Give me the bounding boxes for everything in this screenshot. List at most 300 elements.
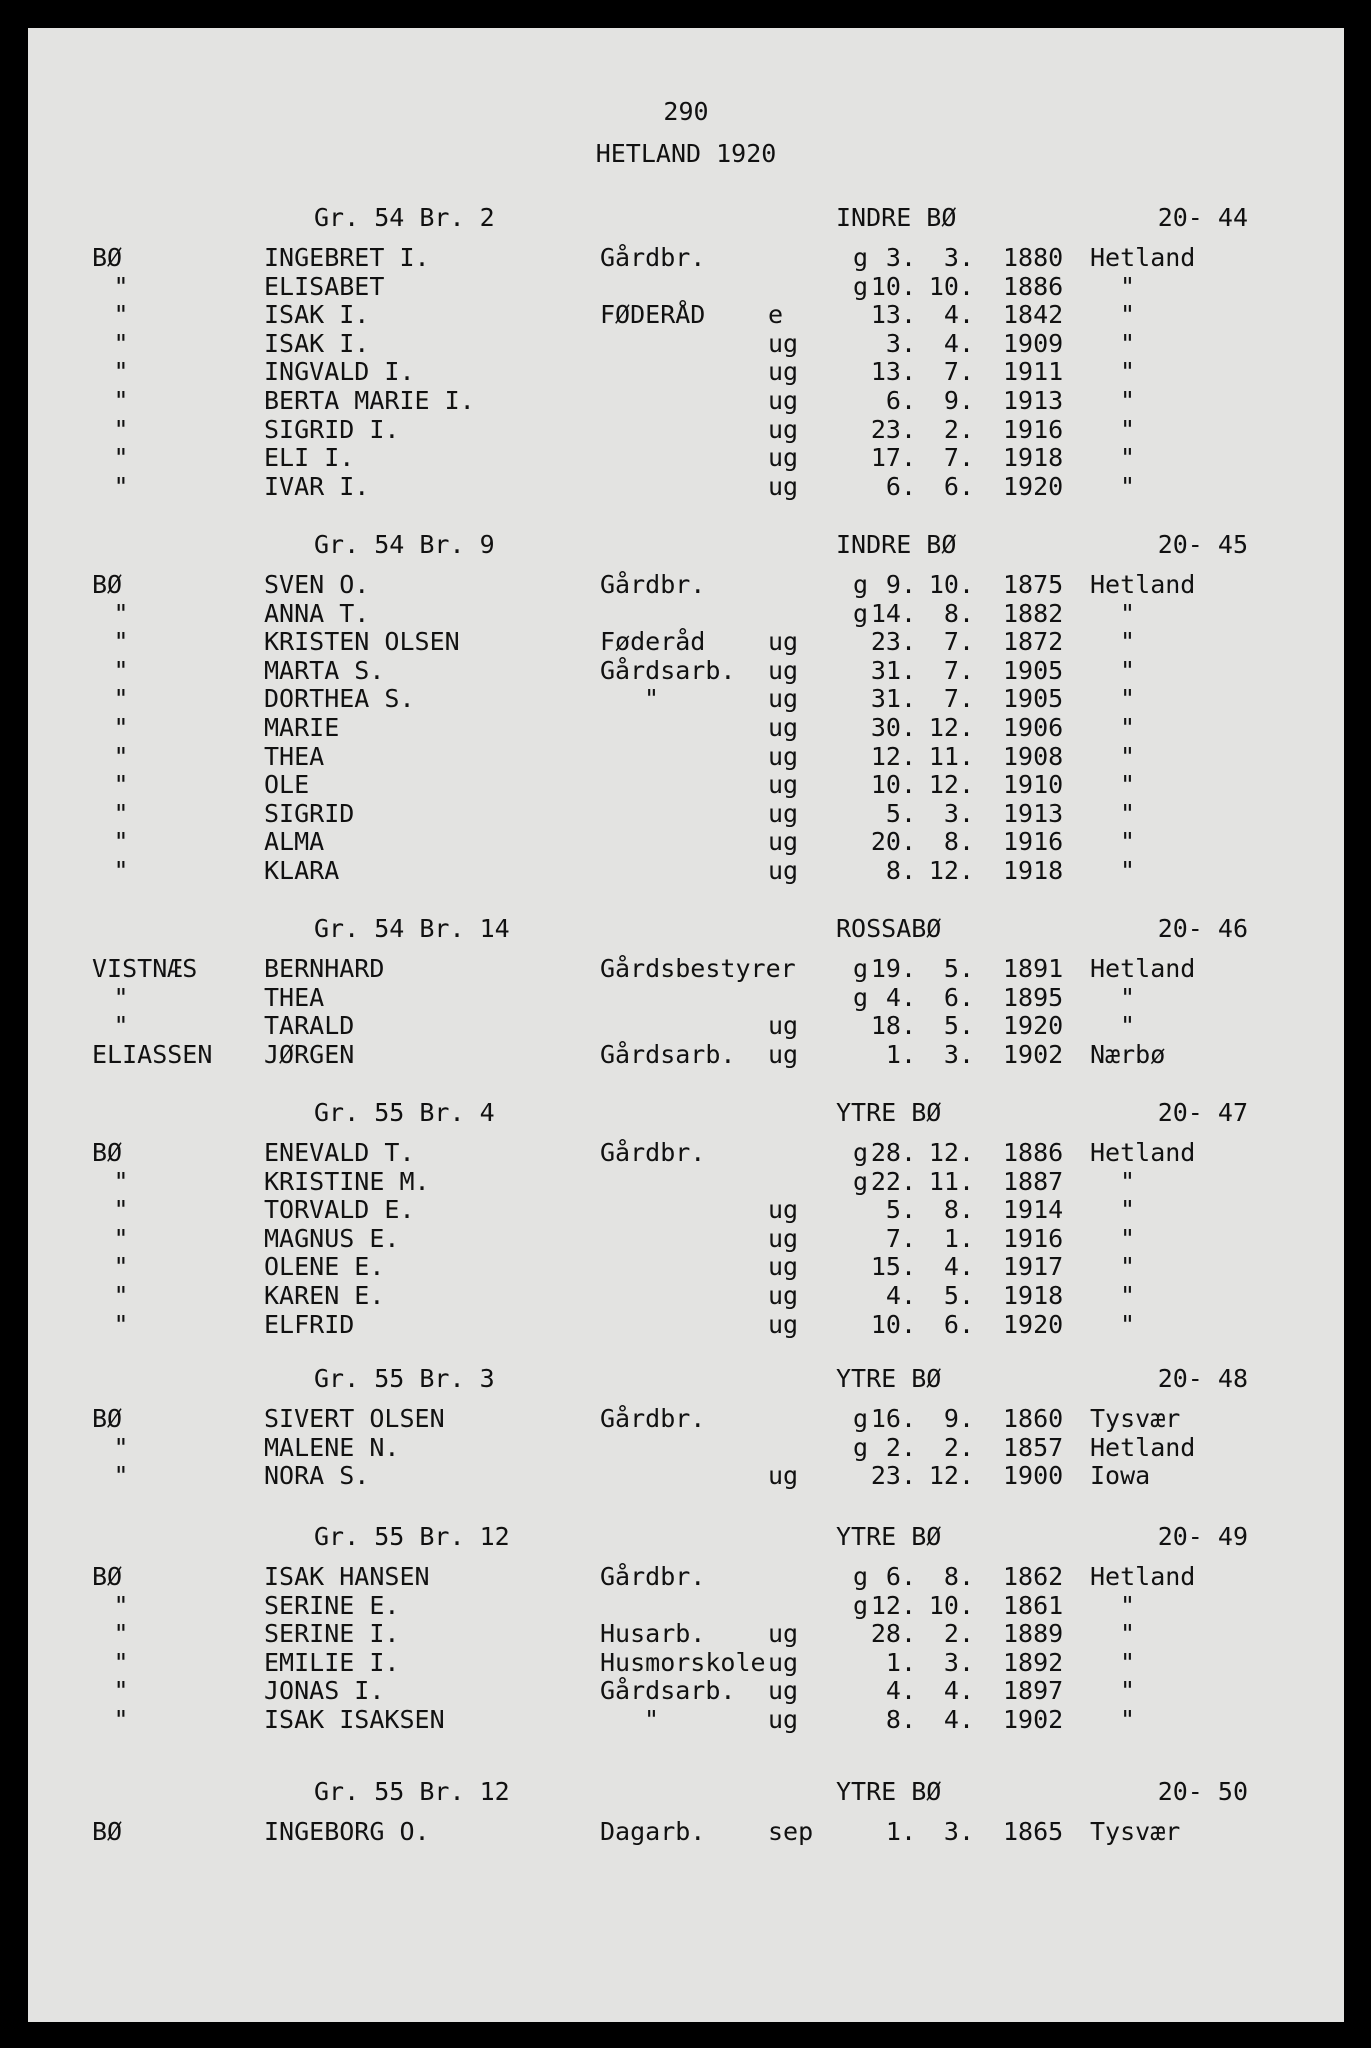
row-name: OLENE E. <box>264 1252 385 1281</box>
row-month: 11. <box>928 1167 974 1196</box>
row-status: g <box>852 1562 868 1591</box>
row-day: 31. <box>870 656 916 685</box>
row-birthplace: Hetland <box>1090 570 1196 599</box>
row-month: 4. <box>943 329 974 358</box>
row-day: 3. <box>885 243 916 272</box>
row-name: ISAK HANSEN <box>264 1562 430 1591</box>
row-year: 1891 <box>1003 954 1064 983</box>
row-occupation: Dagarb. <box>600 1817 706 1846</box>
row-year: 1902 <box>1003 1705 1064 1734</box>
row-month: 12. <box>928 1138 974 1167</box>
row-surname: " <box>113 856 129 885</box>
row-surname: " <box>113 627 129 656</box>
section-ref: 20- 50 <box>1157 1777 1248 1806</box>
row-status: ug <box>768 627 799 656</box>
row-birthplace: " <box>1120 1619 1136 1648</box>
row-day: 7. <box>885 1224 916 1253</box>
row-birthplace: Tysvær <box>1090 1404 1181 1433</box>
row-day: 4. <box>885 983 916 1012</box>
row-month: 5. <box>943 954 974 983</box>
row-day: 6. <box>885 1562 916 1591</box>
row-month: 8. <box>943 1562 974 1591</box>
section-place: ROSSABØ <box>836 914 942 943</box>
row-year: 1905 <box>1003 684 1064 713</box>
row-name: ISAK ISAKSEN <box>264 1705 445 1734</box>
row-year: 1908 <box>1003 742 1064 771</box>
row-year: 1914 <box>1003 1195 1064 1224</box>
row-status: g <box>852 570 868 599</box>
row-birthplace: " <box>1120 856 1136 885</box>
row-status: ug <box>768 856 799 885</box>
row-status: ug <box>768 1224 799 1253</box>
row-surname: BØ <box>92 1817 123 1846</box>
row-surname: " <box>113 329 129 358</box>
row-birthplace: " <box>1120 799 1136 828</box>
row-occupation: Gårdbr. <box>600 1404 706 1433</box>
row-occupation: Gårdbr. <box>600 570 706 599</box>
row-day: 6. <box>885 386 916 415</box>
row-status: g <box>852 954 868 983</box>
row-status: ug <box>768 1281 799 1310</box>
row-month: 3. <box>943 1648 974 1677</box>
row-status: ug <box>768 1040 799 1069</box>
row-occupation: Gårdbr. <box>600 243 706 272</box>
row-surname: " <box>113 443 129 472</box>
row-surname: BØ <box>92 1138 123 1167</box>
section-ref: 20- 45 <box>1157 530 1248 559</box>
row-day: 23. <box>870 1461 916 1490</box>
section-ref: 20- 49 <box>1157 1522 1248 1551</box>
row-birthplace: " <box>1120 1676 1136 1705</box>
row-birthplace: " <box>1120 1705 1136 1734</box>
row-month: 3. <box>943 243 974 272</box>
row-name: ISAK I. <box>264 300 370 329</box>
row-birthplace: " <box>1120 1011 1136 1040</box>
row-birthplace: " <box>1120 770 1136 799</box>
row-day: 19. <box>870 954 916 983</box>
row-year: 1900 <box>1003 1461 1064 1490</box>
row-status: g <box>852 1138 868 1167</box>
row-status: ug <box>768 656 799 685</box>
row-birthplace: " <box>1120 1224 1136 1253</box>
row-year: 1918 <box>1003 443 1064 472</box>
row-surname: BØ <box>92 1404 123 1433</box>
row-surname: " <box>113 1252 129 1281</box>
row-day: 2. <box>885 1433 916 1462</box>
row-birthplace: " <box>1120 300 1136 329</box>
row-name: NORA S. <box>264 1461 370 1490</box>
section-ref: 20- 48 <box>1157 1364 1248 1393</box>
row-month: 7. <box>943 684 974 713</box>
row-year: 1892 <box>1003 1648 1064 1677</box>
row-birthplace: Iowa <box>1090 1461 1151 1490</box>
row-year: 1862 <box>1003 1562 1064 1591</box>
row-name: SERINE I. <box>264 1619 400 1648</box>
row-occupation: Husmorskole <box>600 1648 766 1677</box>
row-occupation: Husarb. <box>600 1619 706 1648</box>
row-occupation: Føderåd <box>600 627 706 656</box>
row-year: 1895 <box>1003 983 1064 1012</box>
row-surname: BØ <box>92 570 123 599</box>
row-day: 13. <box>870 300 916 329</box>
row-surname: " <box>113 1705 129 1734</box>
row-year: 1913 <box>1003 799 1064 828</box>
row-year: 1918 <box>1003 856 1064 885</box>
row-name: ISAK I. <box>264 329 370 358</box>
row-day: 15. <box>870 1252 916 1281</box>
row-year: 1906 <box>1003 713 1064 742</box>
row-month: 2. <box>943 415 974 444</box>
row-name: SIVERT OLSEN <box>264 1404 445 1433</box>
row-birthplace: " <box>1120 983 1136 1012</box>
row-occupation: Gårdsarb. <box>600 1040 736 1069</box>
row-status: ug <box>768 415 799 444</box>
row-status: e <box>768 300 784 329</box>
row-name: ENEVALD T. <box>264 1138 415 1167</box>
row-name: INGEBRET I. <box>264 243 430 272</box>
row-month: 6. <box>943 983 974 1012</box>
row-surname: " <box>113 357 129 386</box>
row-month: 5. <box>943 1011 974 1040</box>
row-name: EMILIE I. <box>264 1648 400 1677</box>
row-month: 10. <box>928 1591 974 1620</box>
row-day: 8. <box>885 856 916 885</box>
row-surname: " <box>113 827 129 856</box>
row-status: ug <box>768 684 799 713</box>
row-name: TARALD <box>264 1011 355 1040</box>
page-number: 290 <box>663 97 709 126</box>
row-occupation: Gårdsarb. <box>600 1676 736 1705</box>
row-occupation: Gårdbr. <box>600 1138 706 1167</box>
row-year: 1920 <box>1003 472 1064 501</box>
row-birthplace: " <box>1120 1310 1136 1339</box>
row-status: ug <box>768 1705 799 1734</box>
row-day: 30. <box>870 713 916 742</box>
row-name: ALMA <box>264 827 325 856</box>
row-year: 1916 <box>1003 415 1064 444</box>
row-month: 3. <box>943 1817 974 1846</box>
row-day: 20. <box>870 827 916 856</box>
row-month: 4. <box>943 300 974 329</box>
row-month: 7. <box>943 627 974 656</box>
row-month: 2. <box>943 1619 974 1648</box>
page-title: HETLAND 1920 <box>595 139 777 168</box>
row-year: 1865 <box>1003 1817 1064 1846</box>
row-birthplace: Hetland <box>1090 243 1196 272</box>
row-status: ug <box>768 1195 799 1224</box>
row-year: 1889 <box>1003 1619 1064 1648</box>
row-birthplace: " <box>1120 742 1136 771</box>
row-status: sep <box>768 1817 814 1846</box>
row-month: 8. <box>943 599 974 628</box>
row-year: 1905 <box>1003 656 1064 685</box>
row-year: 1911 <box>1003 357 1064 386</box>
row-day: 9. <box>885 570 916 599</box>
row-name: TORVALD E. <box>264 1195 415 1224</box>
row-year: 1916 <box>1003 1224 1064 1253</box>
row-month: 11. <box>928 742 974 771</box>
section-gr-br: Gr. 55 Br. 12 <box>314 1777 510 1806</box>
row-month: 10. <box>928 272 974 301</box>
row-month: 12. <box>928 856 974 885</box>
row-day: 14. <box>870 599 916 628</box>
row-name: IVAR I. <box>264 472 370 501</box>
row-occupation: Gårdsbestyrer <box>600 954 796 983</box>
row-year: 1882 <box>1003 599 1064 628</box>
row-name: ELI I. <box>264 443 355 472</box>
row-status: ug <box>768 472 799 501</box>
row-name: KRISTINE M. <box>264 1167 430 1196</box>
row-month: 12. <box>928 1461 974 1490</box>
row-year: 1886 <box>1003 1138 1064 1167</box>
row-day: 28. <box>870 1619 916 1648</box>
row-year: 1897 <box>1003 1676 1064 1705</box>
row-surname: " <box>113 1433 129 1462</box>
row-surname: " <box>113 1619 129 1648</box>
row-status: ug <box>768 799 799 828</box>
row-day: 6. <box>885 472 916 501</box>
section-ref: 20- 44 <box>1157 203 1248 232</box>
section-place: INDRE BØ <box>836 530 957 559</box>
row-name: JONAS I. <box>264 1676 385 1705</box>
row-month: 4. <box>943 1705 974 1734</box>
row-name: MARTA S. <box>264 656 385 685</box>
row-status: ug <box>768 1676 799 1705</box>
row-surname: " <box>113 1167 129 1196</box>
row-status: ug <box>768 713 799 742</box>
row-status: g <box>852 272 868 301</box>
row-surname: " <box>113 1195 129 1224</box>
row-birthplace: " <box>1120 386 1136 415</box>
row-birthplace: " <box>1120 713 1136 742</box>
row-surname: " <box>113 799 129 828</box>
row-year: 1861 <box>1003 1591 1064 1620</box>
row-day: 23. <box>870 627 916 656</box>
row-day: 10. <box>870 1310 916 1339</box>
row-status: g <box>852 1433 868 1462</box>
census-page <box>28 28 1344 2022</box>
row-name: OLE <box>264 770 310 799</box>
row-month: 8. <box>943 1195 974 1224</box>
row-year: 1875 <box>1003 570 1064 599</box>
row-day: 1. <box>885 1817 916 1846</box>
row-month: 9. <box>943 1404 974 1433</box>
row-birthplace: " <box>1120 272 1136 301</box>
row-month: 12. <box>928 770 974 799</box>
row-day: 16. <box>870 1404 916 1433</box>
row-surname: " <box>113 770 129 799</box>
row-month: 6. <box>943 472 974 501</box>
row-year: 1920 <box>1003 1310 1064 1339</box>
row-status: g <box>852 983 868 1012</box>
row-birthplace: Hetland <box>1090 1433 1196 1462</box>
row-name: SERINE E. <box>264 1591 400 1620</box>
row-day: 10. <box>870 770 916 799</box>
row-birthplace: " <box>1120 1281 1136 1310</box>
row-occupation: FØDERÅD <box>600 300 706 329</box>
row-day: 4. <box>885 1676 916 1705</box>
section-place: YTRE BØ <box>836 1522 942 1551</box>
row-birthplace: " <box>1120 329 1136 358</box>
row-status: ug <box>768 386 799 415</box>
row-day: 28. <box>870 1138 916 1167</box>
row-birthplace: " <box>1120 1591 1136 1620</box>
row-birthplace: " <box>1120 357 1136 386</box>
row-status: g <box>852 1167 868 1196</box>
row-birthplace: " <box>1120 656 1136 685</box>
row-year: 1916 <box>1003 827 1064 856</box>
section-gr-br: Gr. 54 Br. 14 <box>314 914 510 943</box>
row-name: SVEN O. <box>264 570 370 599</box>
row-status: ug <box>768 1252 799 1281</box>
row-status: ug <box>768 1648 799 1677</box>
row-occupation: " <box>644 684 660 713</box>
row-surname: VISTNÆS <box>92 954 198 983</box>
row-status: g <box>852 243 868 272</box>
section-ref: 20- 47 <box>1157 1098 1248 1127</box>
row-surname: " <box>113 1676 129 1705</box>
row-birthplace: Nærbø <box>1090 1040 1166 1069</box>
row-month: 3. <box>943 799 974 828</box>
row-occupation: Gårdbr. <box>600 1562 706 1591</box>
row-day: 23. <box>870 415 916 444</box>
row-day: 8. <box>885 1705 916 1734</box>
row-name: ELISABET <box>264 272 385 301</box>
row-status: ug <box>768 1310 799 1339</box>
row-name: KAREN E. <box>264 1281 385 1310</box>
row-birthplace: " <box>1120 1252 1136 1281</box>
section-gr-br: Gr. 55 Br. 3 <box>314 1364 495 1393</box>
row-status: ug <box>768 1011 799 1040</box>
row-name: INGVALD I. <box>264 357 415 386</box>
row-surname: " <box>113 472 129 501</box>
row-name: JØRGEN <box>264 1040 355 1069</box>
row-month: 12. <box>928 713 974 742</box>
section-gr-br: Gr. 54 Br. 2 <box>314 203 495 232</box>
row-birthplace: Hetland <box>1090 954 1196 983</box>
row-surname: " <box>113 684 129 713</box>
row-birthplace: " <box>1120 627 1136 656</box>
row-month: 10. <box>928 570 974 599</box>
row-birthplace: " <box>1120 599 1136 628</box>
row-name: DORTHEA S. <box>264 684 415 713</box>
row-day: 1. <box>885 1648 916 1677</box>
section-place: YTRE BØ <box>836 1364 942 1393</box>
row-name: THEA <box>264 983 325 1012</box>
row-day: 17. <box>870 443 916 472</box>
row-surname: " <box>113 983 129 1012</box>
row-birthplace: Hetland <box>1090 1138 1196 1167</box>
row-status: ug <box>768 443 799 472</box>
row-surname: BØ <box>92 1562 123 1591</box>
row-status: ug <box>768 1619 799 1648</box>
row-month: 5. <box>943 1281 974 1310</box>
row-birthplace: Tysvær <box>1090 1817 1181 1846</box>
row-month: 9. <box>943 386 974 415</box>
row-status: g <box>852 1591 868 1620</box>
row-year: 1887 <box>1003 1167 1064 1196</box>
section-ref: 20- 46 <box>1157 914 1248 943</box>
row-surname: " <box>113 1310 129 1339</box>
section-gr-br: Gr. 55 Br. 4 <box>314 1098 495 1127</box>
row-status: ug <box>768 827 799 856</box>
row-year: 1909 <box>1003 329 1064 358</box>
row-surname: " <box>113 1281 129 1310</box>
row-surname: " <box>113 742 129 771</box>
section-place: YTRE BØ <box>836 1098 942 1127</box>
row-surname: " <box>113 656 129 685</box>
row-year: 1880 <box>1003 243 1064 272</box>
row-name: MARIE <box>264 713 340 742</box>
row-occupation: Gårdsarb. <box>600 656 736 685</box>
row-birthplace: " <box>1120 684 1136 713</box>
row-surname: BØ <box>92 243 123 272</box>
row-month: 1. <box>943 1224 974 1253</box>
row-year: 1917 <box>1003 1252 1064 1281</box>
row-year: 1910 <box>1003 770 1064 799</box>
row-month: 4. <box>943 1252 974 1281</box>
row-month: 7. <box>943 443 974 472</box>
row-birthplace: " <box>1120 1167 1136 1196</box>
row-year: 1913 <box>1003 386 1064 415</box>
row-name: INGEBORG O. <box>264 1817 430 1846</box>
row-status: ug <box>768 329 799 358</box>
row-status: ug <box>768 357 799 386</box>
row-surname: " <box>113 1011 129 1040</box>
row-year: 1842 <box>1003 300 1064 329</box>
row-surname: " <box>113 272 129 301</box>
row-month: 7. <box>943 656 974 685</box>
row-birthplace: " <box>1120 472 1136 501</box>
row-day: 13. <box>870 357 916 386</box>
row-year: 1886 <box>1003 272 1064 301</box>
row-month: 7. <box>943 357 974 386</box>
row-surname: " <box>113 1591 129 1620</box>
row-day: 5. <box>885 799 916 828</box>
row-name: MALENE N. <box>264 1433 400 1462</box>
row-birthplace: " <box>1120 1648 1136 1677</box>
row-occupation: " <box>644 1705 660 1734</box>
row-birthplace: Hetland <box>1090 1562 1196 1591</box>
row-status: ug <box>768 742 799 771</box>
row-day: 5. <box>885 1195 916 1224</box>
row-month: 6. <box>943 1310 974 1339</box>
row-name: THEA <box>264 742 325 771</box>
row-surname: " <box>113 713 129 742</box>
row-year: 1857 <box>1003 1433 1064 1462</box>
row-day: 18. <box>870 1011 916 1040</box>
row-status: ug <box>768 1461 799 1490</box>
row-day: 10. <box>870 272 916 301</box>
row-month: 4. <box>943 1676 974 1705</box>
row-name: KRISTEN OLSEN <box>264 627 460 656</box>
row-day: 4. <box>885 1281 916 1310</box>
row-day: 3. <box>885 329 916 358</box>
row-day: 22. <box>870 1167 916 1196</box>
row-surname: " <box>113 386 129 415</box>
row-birthplace: " <box>1120 1195 1136 1224</box>
row-surname: " <box>113 415 129 444</box>
row-year: 1872 <box>1003 627 1064 656</box>
row-month: 8. <box>943 827 974 856</box>
row-name: KLARA <box>264 856 340 885</box>
section-place: YTRE BØ <box>836 1777 942 1806</box>
row-birthplace: " <box>1120 415 1136 444</box>
row-status: g <box>852 1404 868 1433</box>
row-birthplace: " <box>1120 827 1136 856</box>
row-status: g <box>852 599 868 628</box>
row-surname: " <box>113 1461 129 1490</box>
